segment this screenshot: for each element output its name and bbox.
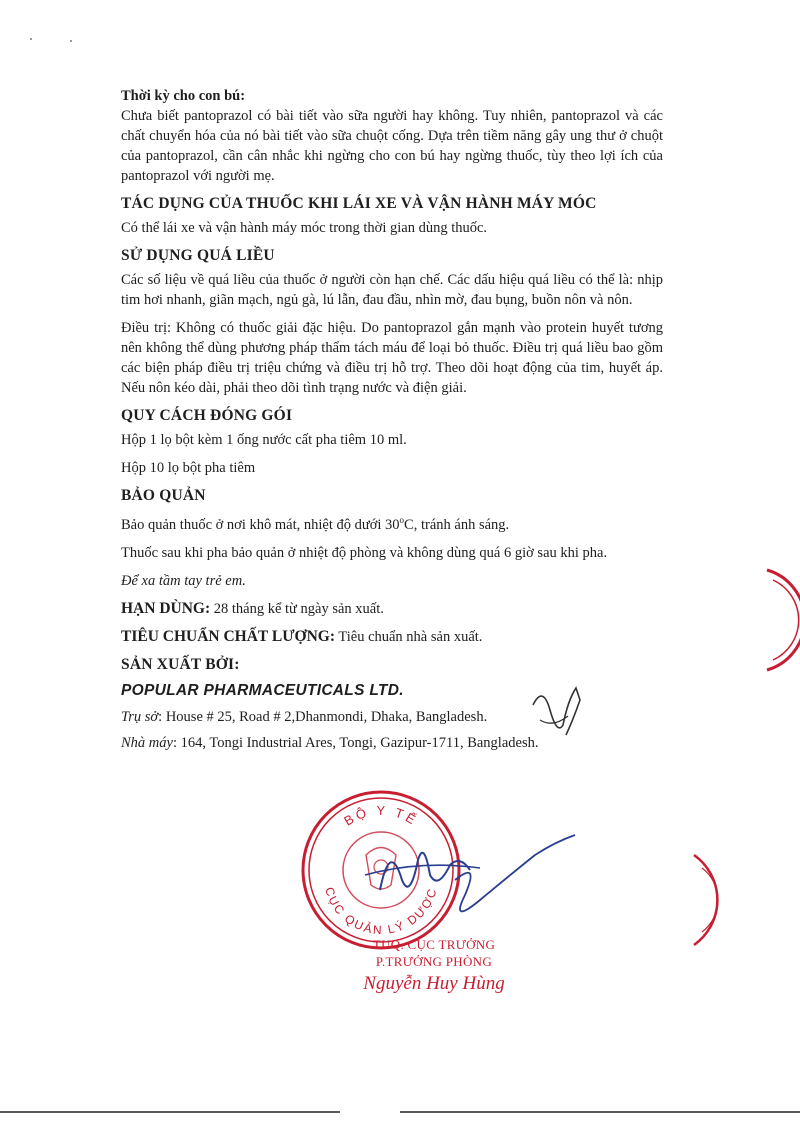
- partial-stamp-right-bottom: [684, 850, 754, 950]
- manufacturer-heading: SẢN XUẤT BỞI:: [121, 655, 240, 673]
- storage-heading: BẢO QUẢN: [121, 487, 206, 504]
- overdose-text-2: Điều trị: Không có thuốc giải đặc hiệu. Do pantoprazol gắn mạnh vào protein huyết tương nên không thể dùng phương pháp thẩm tách máu để loại bỏ thuốc. Điều trị quá liều bao gồm các biện pháp điều trị triệu chứng và điều trị hỗ trợ. Theo dõi hoạt động của tim, huyết áp. Nếu nôn kéo dài, phải theo dõi tình trạng nước và điện giải.: [121, 320, 663, 396]
- storage-line-1-pre: Bảo quản thuốc ở nơi khô mát, nhiệt độ dưới 30: [121, 516, 400, 533]
- storage-line-1: [121, 510, 663, 535]
- overdose-text-1: Các số liệu về quá liều của thuốc ở người còn hạn chế. Các dấu hiệu quá liều có thể là: nhịp tim hơi nhanh, giãn mạch, ngủ gà, lú lẫn, đau đầu, nhìn mờ, đau bụng, buồn nôn và nôn.: [121, 272, 663, 308]
- factory-value: : 164, Tongi Industrial Ares, Tongi, Gazipur-1711, Bangladesh.: [172, 734, 539, 751]
- quality-line: [121, 627, 663, 647]
- packaging-line-2: Hộp 10 lọ bột pha tiêm: [121, 460, 256, 476]
- packaging-line-1: Hộp 1 lọ bột kèm 1 ống nước cất pha tiêm 10 ml.: [121, 432, 407, 448]
- initials-signature: [528, 680, 588, 740]
- expiry-label: HẠN DÙNG:: [121, 599, 211, 617]
- company-name: POPULAR PHARMACEUTICALS LTD.: [121, 681, 404, 699]
- bottom-scan-edge: [0, 1110, 800, 1114]
- signer-name: Nguyễn Huy Hùng: [363, 973, 505, 994]
- storage-line-1-post: C, tránh ánh sáng.: [404, 516, 510, 533]
- signature-title-1: TUQ. CỤC TRƯỞNG: [372, 937, 496, 952]
- overdose-heading: SỬ DỤNG QUÁ LIỀU: [121, 247, 275, 264]
- office-label: Trụ sở: [121, 708, 159, 725]
- signature-block: [334, 936, 534, 996]
- storage-line-3: Để xa tầm tay trẻ em.: [121, 572, 246, 589]
- stamp-bottom-text: CỤC QUẢN LÝ DƯỢC: [322, 885, 440, 938]
- office-value: : House # 25, Road # 2,Dhanmondi, Dhaka, Bangladesh.: [158, 708, 488, 725]
- packaging-heading: QUY CÁCH ĐÓNG GÓI: [121, 407, 293, 424]
- storage-line-2: Thuốc sau khi pha bảo quản ở nhiệt độ phòng và không dùng quá 6 giờ sau khi pha.: [121, 544, 608, 561]
- driving-text: Có thể lái xe và vận hành máy móc trong thời gian dùng thuốc.: [121, 220, 488, 236]
- degree-sup: o: [399, 515, 405, 525]
- quality-label: TIÊU CHUẨN CHẤT LƯỢNG:: [121, 627, 336, 645]
- handwritten-signature: [360, 820, 580, 940]
- document-body: [121, 86, 663, 759]
- driving-heading: TÁC DỤNG CỦA THUỐC KHI LÁI XE VÀ VẬN HÀNH MÁY MÓC: [121, 195, 597, 212]
- partial-stamp-right-top: [752, 565, 800, 675]
- scan-speck: [30, 38, 32, 40]
- expiry-line: [121, 599, 663, 619]
- expiry-value: 28 tháng kể từ ngày sản xuất.: [210, 600, 384, 617]
- breastfeeding-text: Chưa biết pantoprazol có bài tiết vào sữa người hay không. Tuy nhiên, pantoprazol và các chất chuyển hóa của nó bài tiết vào sữa chuột cống. Dựa trên tiềm năng gây ung thư ở chuột của pantoprazol, cần cân nhắc khi ngừng cho con bú hay ngừng thuốc, tùy theo lợi ích của pantoprazol với người mẹ.: [121, 108, 663, 184]
- stamp-top-text: BỘ Y TẾ: [341, 802, 421, 829]
- quality-value: Tiêu chuẩn nhà sản xuất.: [335, 628, 483, 645]
- scan-speck: [70, 40, 72, 42]
- signature-title-2: P.TRƯỞNG PHÒNG: [375, 954, 493, 969]
- factory-label: Nhà máy: [121, 734, 173, 751]
- breastfeeding-heading: Thời kỳ cho con bú:: [121, 88, 246, 104]
